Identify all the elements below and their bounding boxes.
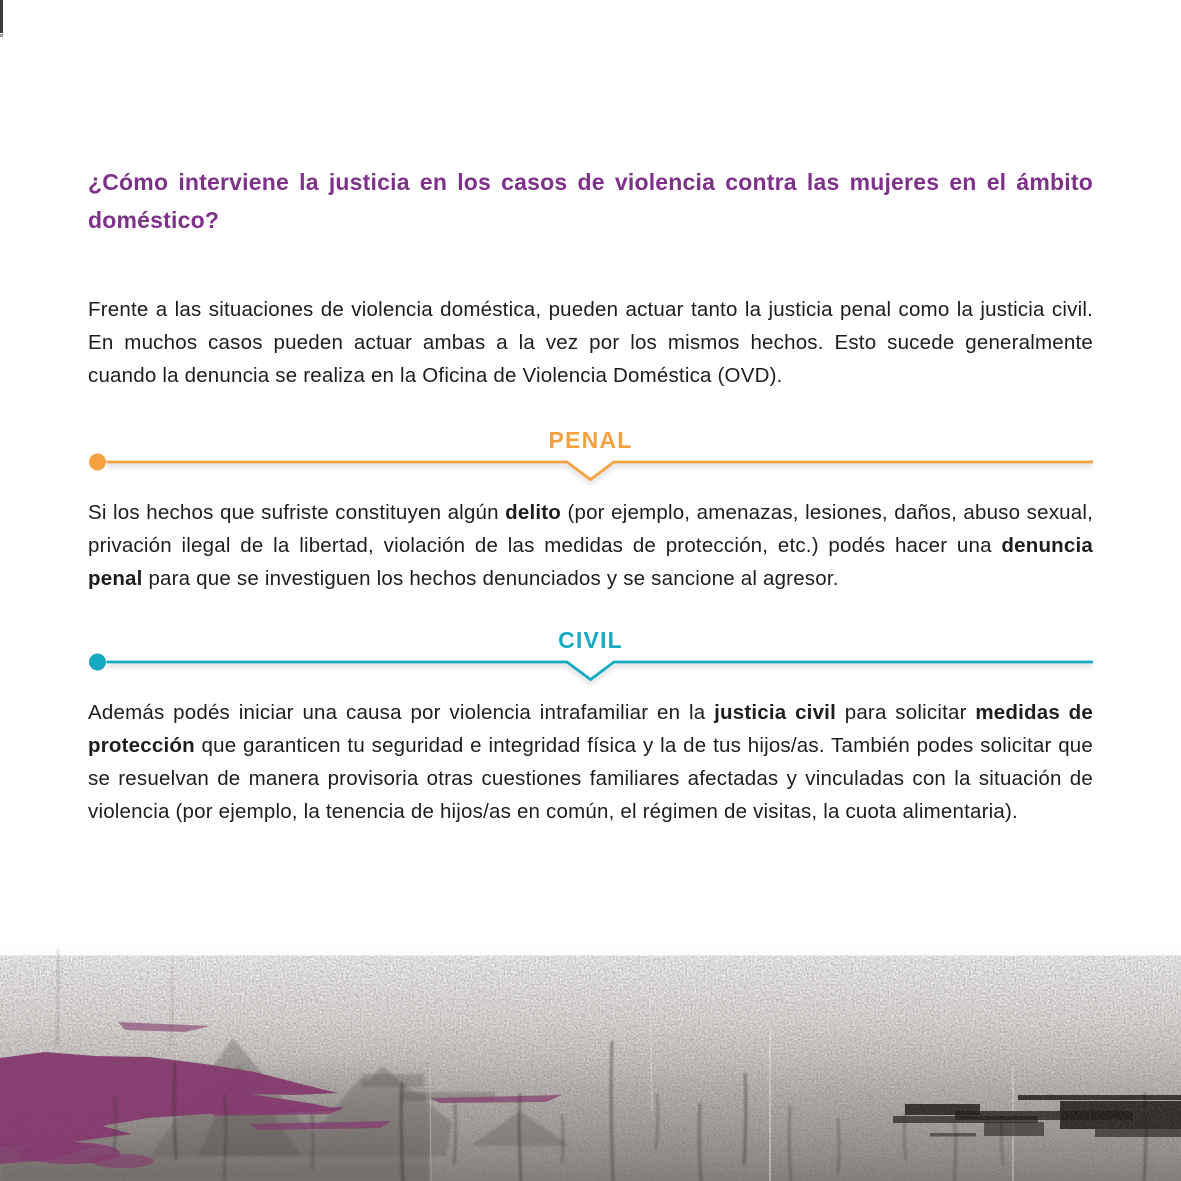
penal-divider [88,428,1093,490]
grunge-scratches [430,996,1013,1181]
page-heading: ¿Cómo interviene la justicia en los casos de violencia contra las mujeres en el ámbito doméstico? [88,169,1093,233]
penal-divider-line [88,452,1093,490]
penal-section-title: PENAL [548,427,633,453]
corner-registration-mark [0,0,3,33]
corner-registration-tick [0,34,3,37]
civil-paragraph: Además podés iniciar una causa por violencia intrafamiliar en la justicia civil para solicitar medidas de protección que garanticen tu seguridad e integridad física y la de tus hijos/as. También podes solicitar que se resuelvan de manera provisoria otras cuestiones familiares afectadas y vinculadas con la situación de violencia (por ejemplo, la tenencia de hijos/as en común, el régimen de visitas, la cuota alimentaria). [88,701,1094,823]
intro-paragraph: Frente a las situaciones de violencia doméstica, pueden actuar tanto la justicia penal como la justicia civil. En muchos casos pueden actuar ambas a la vez por los mismos hechos. Esto sucede generalmente cuando la denuncia se realiza en la Oficina de Violencia Doméstica (OVD). [88,298,1093,387]
grunge-mountains-dark [198,1064,495,1156]
civil-divider-line [88,652,1093,690]
civil-section-title: CIVIL [558,627,623,653]
purple-brush-stroke [0,1022,562,1168]
footer-grunge-texture [0,946,1181,1181]
penal-paragraph: Si los hechos que sufriste constituyen algún delito (por ejemplo, amenazas, lesiones, daños, abuso sexual, privación ilegal de la libertad, violación de las medidas de protección, etc.) podés hacer una denuncia penal para que se investiguen los hechos denunciados y se sancione al agresor. [88,501,1093,590]
grunge-dark-left [0,1056,430,1181]
grunge-grain [0,976,1181,1181]
penal-line-dot-icon [89,454,106,471]
grunge-mountains [150,1038,570,1156]
civil-divider [88,628,1093,690]
grunge-streaks [57,950,1146,1181]
ink-marks [893,1095,1181,1137]
grunge-gradient [0,946,1181,1181]
civil-line-dot-icon [89,654,106,671]
page-content [88,163,1093,828]
